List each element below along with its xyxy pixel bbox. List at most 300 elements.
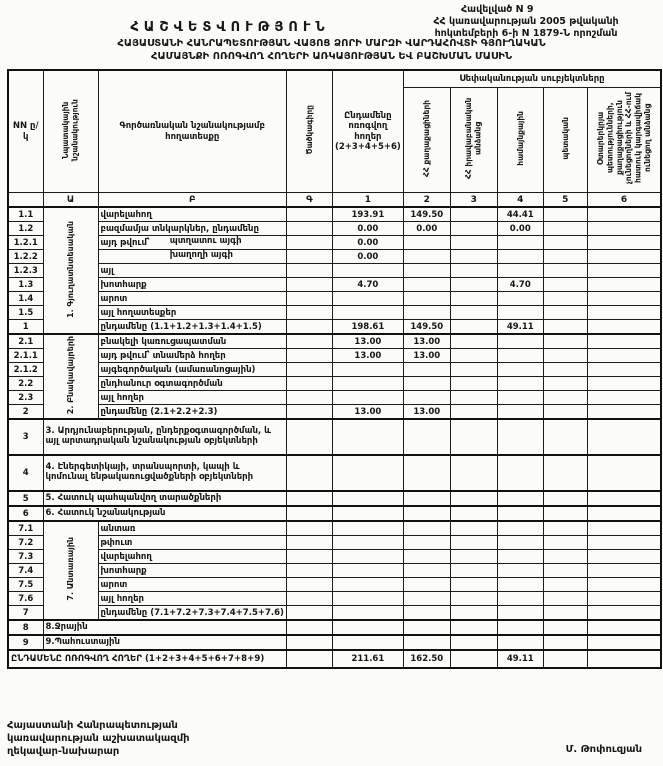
value-cell-col6 bbox=[587, 419, 661, 455]
footer-line3: ղեկավար-նախարար bbox=[7, 746, 120, 757]
table-row bbox=[8, 207, 661, 222]
value-cell-col5 bbox=[543, 278, 587, 292]
land-category-label: 6. Հատուկ նշանակության bbox=[43, 506, 286, 521]
value-cell-col1: 13.00 bbox=[332, 349, 403, 363]
letter-cell: 6 bbox=[587, 193, 661, 208]
value-cell-col5 bbox=[543, 320, 587, 335]
table-row bbox=[8, 550, 661, 564]
row-number: 7.5 bbox=[8, 578, 43, 592]
row-number: 1.4 bbox=[8, 292, 43, 306]
value-cell-col3 bbox=[450, 521, 497, 536]
value-cell-col6 bbox=[587, 334, 661, 349]
letter-cell: 3 bbox=[450, 193, 497, 208]
value-cell-col6 bbox=[587, 264, 661, 278]
table-row bbox=[8, 455, 661, 491]
land-type-label: բնակելի կառուցապատման bbox=[98, 334, 286, 349]
value-cell-col5 bbox=[543, 419, 587, 455]
row-number: 1.2.3 bbox=[8, 264, 43, 278]
value-cell-col3 bbox=[450, 405, 497, 420]
value-cell-col6 bbox=[587, 536, 661, 550]
value-cell-col6 bbox=[587, 320, 661, 335]
group-vertical-label: 1. Գյուղատնտեսական bbox=[65, 220, 75, 318]
land-type-label: թփուտ bbox=[98, 536, 286, 550]
value-cell-col4 bbox=[497, 391, 543, 405]
value-cell-col2 bbox=[403, 506, 450, 521]
value-cell-col6 bbox=[587, 650, 661, 668]
value-cell-col1 bbox=[332, 550, 403, 564]
value-cell-col1: 13.00 bbox=[332, 405, 403, 420]
value-cell-col1 bbox=[332, 606, 403, 621]
value-cell-col5 bbox=[543, 578, 587, 592]
table-body bbox=[8, 207, 661, 668]
value-cell-col6 bbox=[587, 550, 661, 564]
value-cell-col2 bbox=[403, 620, 450, 635]
value-cell-col6 bbox=[587, 564, 661, 578]
value-cell-col3 bbox=[450, 222, 497, 236]
label-sub: պտղատու այգի bbox=[169, 236, 242, 246]
table-row bbox=[8, 306, 661, 320]
row-number: 6 bbox=[8, 506, 43, 521]
value-cell-col1 bbox=[332, 491, 403, 506]
value-cell-col1: 0.00 bbox=[332, 222, 403, 236]
value-cell-col4: 44.41 bbox=[497, 207, 543, 222]
value-cell-col5 bbox=[543, 536, 587, 550]
value-cell-col4 bbox=[497, 550, 543, 564]
value-cell-col4 bbox=[497, 635, 543, 650]
table-row bbox=[8, 222, 661, 236]
code-cell bbox=[286, 236, 332, 250]
value-cell-col3 bbox=[450, 578, 497, 592]
value-cell-col6 bbox=[587, 349, 661, 363]
value-cell-col2: 149.50 bbox=[403, 320, 450, 335]
code-cell bbox=[286, 320, 332, 335]
value-cell-col1 bbox=[332, 635, 403, 650]
decree-line2: հոկտեմբերի 6-ի N 1879-Ն որոշման bbox=[434, 27, 618, 39]
value-cell-col1 bbox=[332, 592, 403, 606]
land-type-label: արոտ bbox=[98, 292, 286, 306]
table-row bbox=[8, 620, 661, 635]
state-vertical-label: պետական bbox=[560, 117, 570, 160]
footer-line2: կառավարության աշխատակազմի bbox=[7, 733, 190, 744]
value-cell-col2 bbox=[403, 250, 450, 264]
table-row bbox=[8, 264, 661, 278]
land-type-label: այդ թվում՝ տնամերձ հողեր bbox=[98, 349, 286, 363]
col-header-designation bbox=[43, 70, 98, 193]
value-cell-col3 bbox=[450, 536, 497, 550]
value-cell-col2 bbox=[403, 363, 450, 377]
citizens-vertical-label: ՀՀ քաղաքացիների bbox=[422, 99, 432, 177]
land-type-label: արոտ bbox=[98, 578, 286, 592]
value-cell-col6 bbox=[587, 606, 661, 621]
value-cell-col3 bbox=[450, 377, 497, 391]
value-cell-col6 bbox=[587, 391, 661, 405]
letter-cell bbox=[8, 193, 43, 208]
col-header-foreign bbox=[587, 88, 661, 193]
row-number: 1.2.1 bbox=[8, 236, 43, 250]
value-cell-col2: 13.00 bbox=[403, 405, 450, 420]
code-vertical-label: Ծածկագիրը bbox=[304, 105, 314, 155]
group-vertical-label: 2. Բնակավայրերի bbox=[65, 335, 75, 415]
legal-entities-vertical-label: ՀՀ իրավաբանական անձանց bbox=[464, 97, 483, 180]
row-number: 4 bbox=[8, 455, 43, 491]
value-cell-col3 bbox=[450, 455, 497, 491]
row-number: 9 bbox=[8, 635, 43, 650]
value-cell-col4: 49.11 bbox=[497, 320, 543, 335]
value-cell-col2: 0.00 bbox=[403, 222, 450, 236]
value-cell-col2 bbox=[403, 491, 450, 506]
value-cell-col1 bbox=[332, 377, 403, 391]
value-cell-col5 bbox=[543, 620, 587, 635]
land-type-label: խոտհարք bbox=[98, 564, 286, 578]
table-row bbox=[8, 606, 661, 621]
land-type-label: այլ հողեր bbox=[98, 391, 286, 405]
value-cell-col4 bbox=[497, 334, 543, 349]
value-cell-col1 bbox=[332, 419, 403, 455]
value-cell-col1: 13.00 bbox=[332, 334, 403, 349]
table-row bbox=[8, 292, 661, 306]
land-category-label: 3. Արդյունաբերության, ընդերքօգտագործման, և այլ արտադրական նշանակության օբյեկտների bbox=[43, 419, 286, 455]
value-cell-col1 bbox=[332, 363, 403, 377]
code-cell bbox=[286, 391, 332, 405]
land-category-label: 8.Ջրային bbox=[43, 620, 286, 635]
value-cell-col3 bbox=[450, 320, 497, 335]
value-cell-col2 bbox=[403, 292, 450, 306]
value-cell-col6 bbox=[587, 521, 661, 536]
table-row bbox=[8, 377, 661, 391]
value-cell-col2 bbox=[403, 635, 450, 650]
value-cell-col2 bbox=[403, 306, 450, 320]
land-type-label bbox=[98, 250, 286, 264]
table-row bbox=[8, 506, 661, 521]
row-number: 7.6 bbox=[8, 592, 43, 606]
table-row bbox=[8, 320, 661, 335]
table-row bbox=[8, 363, 661, 377]
land-type-label: խոտհարք bbox=[98, 278, 286, 292]
col-header-citizens bbox=[403, 88, 450, 193]
code-cell bbox=[286, 635, 332, 650]
value-cell-col5 bbox=[543, 606, 587, 621]
value-cell-col6 bbox=[587, 207, 661, 222]
value-cell-col6 bbox=[587, 578, 661, 592]
value-cell-col1 bbox=[332, 455, 403, 491]
value-cell-col3 bbox=[450, 264, 497, 278]
value-cell-col4 bbox=[497, 306, 543, 320]
value-cell-col1 bbox=[332, 536, 403, 550]
letter-cell: 1 bbox=[332, 193, 403, 208]
value-cell-col3 bbox=[450, 506, 497, 521]
decree-line1: ՀՀ կառավարության 2005 թվականի bbox=[433, 15, 619, 27]
value-cell-col5 bbox=[543, 250, 587, 264]
value-cell-col1 bbox=[332, 292, 403, 306]
letter-cell: Բ bbox=[98, 193, 286, 208]
value-cell-col5 bbox=[543, 564, 587, 578]
value-cell-col5 bbox=[543, 363, 587, 377]
col-header-total: Ընդամենը ոռոգվող հողեր (2+3+4+5+6) bbox=[332, 70, 403, 193]
table-row bbox=[8, 419, 661, 455]
value-cell-col5 bbox=[543, 405, 587, 420]
land-type-label: վարելահող bbox=[98, 550, 286, 564]
row-number: 2.2 bbox=[8, 377, 43, 391]
value-cell-col3 bbox=[450, 278, 497, 292]
land-type-label: ընդամենը (1.1+1.2+1.3+1.4+1.5) bbox=[98, 320, 286, 335]
column-letters-row bbox=[8, 193, 661, 208]
value-cell-col3 bbox=[450, 250, 497, 264]
subtitle-line1: ՀԱՅԱՍՏԱՆԻ ՀԱՆՐԱՊԵՏՈՒԹՅԱՆ ՎԱՅՈՑ ՁՈՐԻ ՄԱՐԶԻ ՎԱՐԴԱՀՈՎՏԻ ԳՅՈՒՂԱԿԱՆ bbox=[117, 38, 546, 49]
value-cell-col6 bbox=[587, 620, 661, 635]
value-cell-col3 bbox=[450, 550, 497, 564]
value-cell-col3 bbox=[450, 620, 497, 635]
value-cell-col4 bbox=[497, 578, 543, 592]
row-number: 1.1 bbox=[8, 207, 43, 222]
value-cell-col1 bbox=[332, 578, 403, 592]
code-cell bbox=[286, 349, 332, 363]
value-cell-col1: 0.00 bbox=[332, 250, 403, 264]
land-type-label: վարելահող bbox=[98, 207, 286, 222]
irrigated-lands-table bbox=[7, 69, 662, 669]
land-type-label: ընդամենը (7.1+7.2+7.3+7.4+7.5+7.6) bbox=[98, 606, 286, 621]
value-cell-col5 bbox=[543, 292, 587, 306]
row-number: 5 bbox=[8, 491, 43, 506]
row-number: 7.3 bbox=[8, 550, 43, 564]
land-type-label: անտառ bbox=[98, 521, 286, 536]
table-row bbox=[8, 491, 661, 506]
value-cell-col5 bbox=[543, 236, 587, 250]
value-cell-col4 bbox=[497, 536, 543, 550]
value-cell-col3 bbox=[450, 635, 497, 650]
table-row bbox=[8, 334, 661, 349]
grand-total-label: ԸՆԴԱՄԵՆԸ ՈՌՈԳՎՈՂ ՀՈՂԵՐ (1+2+3+4+5+6+7+8+9) bbox=[8, 650, 286, 668]
footer bbox=[7, 719, 656, 758]
value-cell-col4 bbox=[497, 564, 543, 578]
value-cell-col4 bbox=[497, 236, 543, 250]
code-cell bbox=[286, 207, 332, 222]
value-cell-col2 bbox=[403, 391, 450, 405]
land-type-label: այլ հողատեսքեր bbox=[98, 306, 286, 320]
code-cell bbox=[286, 334, 332, 349]
value-cell-col2: 13.00 bbox=[403, 334, 450, 349]
land-type-label bbox=[98, 236, 286, 250]
code-cell bbox=[286, 620, 332, 635]
code-cell bbox=[286, 536, 332, 550]
land-type-label: այլ հողեր bbox=[98, 592, 286, 606]
row-number: 2.3 bbox=[8, 391, 43, 405]
value-cell-col3 bbox=[450, 606, 497, 621]
value-cell-col1: 4.70 bbox=[332, 278, 403, 292]
group-category-label bbox=[43, 334, 98, 419]
value-cell-col4 bbox=[497, 455, 543, 491]
table-row bbox=[8, 536, 661, 550]
table-row bbox=[8, 564, 661, 578]
value-cell-col4 bbox=[497, 491, 543, 506]
value-cell-col3 bbox=[450, 349, 497, 363]
letter-cell: Գ bbox=[286, 193, 332, 208]
col-header-community bbox=[497, 88, 543, 193]
signer-position bbox=[7, 719, 190, 758]
value-cell-col3 bbox=[450, 306, 497, 320]
code-cell bbox=[286, 550, 332, 564]
table-row bbox=[8, 521, 661, 536]
letter-cell: 5 bbox=[543, 193, 587, 208]
value-cell-col4: 49.11 bbox=[497, 650, 543, 668]
land-category-label: 5. Հատուկ պահպանվող տարածքների bbox=[43, 491, 286, 506]
table-row bbox=[8, 349, 661, 363]
value-cell-col4 bbox=[497, 506, 543, 521]
value-cell-col1 bbox=[332, 264, 403, 278]
code-cell bbox=[286, 592, 332, 606]
value-cell-col2 bbox=[403, 606, 450, 621]
code-cell bbox=[286, 419, 332, 455]
value-cell-col5 bbox=[543, 306, 587, 320]
group-category-label bbox=[43, 521, 98, 620]
row-number: 7 bbox=[8, 606, 43, 621]
value-cell-col4: 0.00 bbox=[497, 222, 543, 236]
value-cell-col4 bbox=[497, 419, 543, 455]
value-cell-col2 bbox=[403, 550, 450, 564]
value-cell-col6 bbox=[587, 236, 661, 250]
code-cell bbox=[286, 405, 332, 420]
letter-cell: 2 bbox=[403, 193, 450, 208]
value-cell-col4 bbox=[497, 363, 543, 377]
value-cell-col3 bbox=[450, 592, 497, 606]
value-cell-col4 bbox=[497, 405, 543, 420]
value-cell-col6 bbox=[587, 506, 661, 521]
value-cell-col1: 198.61 bbox=[332, 320, 403, 335]
code-cell bbox=[286, 377, 332, 391]
col-header-code bbox=[286, 70, 332, 193]
value-cell-col3 bbox=[450, 419, 497, 455]
value-cell-col6 bbox=[587, 377, 661, 391]
table-row bbox=[8, 236, 661, 250]
designation-vertical-label: Նպատակային նշանակություն bbox=[61, 99, 80, 161]
row-number: 2 bbox=[8, 405, 43, 420]
value-cell-col3 bbox=[450, 564, 497, 578]
header-row-1 bbox=[8, 70, 661, 88]
value-cell-col4 bbox=[497, 349, 543, 363]
group-vertical-label: 7. Անտառային bbox=[65, 537, 75, 601]
value-cell-col6 bbox=[587, 455, 661, 491]
code-cell bbox=[286, 250, 332, 264]
value-cell-col6 bbox=[587, 491, 661, 506]
land-type-label: այլ bbox=[98, 264, 286, 278]
value-cell-col6 bbox=[587, 222, 661, 236]
code-cell bbox=[286, 222, 332, 236]
value-cell-col1: 0.00 bbox=[332, 236, 403, 250]
value-cell-col6 bbox=[587, 635, 661, 650]
signature-name: Մ. Թոփուզյան bbox=[565, 744, 642, 755]
row-number: 7.4 bbox=[8, 564, 43, 578]
value-cell-col3 bbox=[450, 292, 497, 306]
code-cell bbox=[286, 292, 332, 306]
value-cell-col2 bbox=[403, 264, 450, 278]
value-cell-col6 bbox=[587, 405, 661, 420]
value-cell-col2 bbox=[403, 521, 450, 536]
land-category-label: 9.Պահուստային bbox=[43, 635, 286, 650]
row-number: 8 bbox=[8, 620, 43, 635]
code-cell bbox=[286, 564, 332, 578]
appendix-number: Հավելված N 9 bbox=[461, 4, 534, 15]
value-cell-col3 bbox=[450, 236, 497, 250]
report-subtitle bbox=[0, 37, 663, 63]
value-cell-col6 bbox=[587, 292, 661, 306]
value-cell-col2 bbox=[403, 578, 450, 592]
value-cell-col5 bbox=[543, 222, 587, 236]
value-cell-col2 bbox=[403, 564, 450, 578]
value-cell-col3 bbox=[450, 650, 497, 668]
value-cell-col4 bbox=[497, 606, 543, 621]
value-cell-col4 bbox=[497, 264, 543, 278]
value-cell-col2 bbox=[403, 377, 450, 391]
letter-cell: 4 bbox=[497, 193, 543, 208]
appendix-block bbox=[391, 4, 661, 40]
value-cell-col2 bbox=[403, 236, 450, 250]
value-cell-col5 bbox=[543, 264, 587, 278]
value-cell-col1 bbox=[332, 564, 403, 578]
letter-cell: Ա bbox=[43, 193, 98, 208]
value-cell-col1: 193.91 bbox=[332, 207, 403, 222]
value-cell-col2 bbox=[403, 455, 450, 491]
value-cell-col3 bbox=[450, 207, 497, 222]
table-row bbox=[8, 405, 661, 420]
table-row bbox=[8, 391, 661, 405]
value-cell-col6 bbox=[587, 306, 661, 320]
value-cell-col5 bbox=[543, 521, 587, 536]
value-cell-col5 bbox=[543, 391, 587, 405]
value-cell-col1 bbox=[332, 620, 403, 635]
value-cell-col4 bbox=[497, 620, 543, 635]
value-cell-col4: 4.70 bbox=[497, 278, 543, 292]
value-cell-col6 bbox=[587, 250, 661, 264]
code-cell bbox=[286, 521, 332, 536]
value-cell-col5 bbox=[543, 491, 587, 506]
value-cell-col3 bbox=[450, 363, 497, 377]
value-cell-col1: 211.61 bbox=[332, 650, 403, 668]
row-number: 1.5 bbox=[8, 306, 43, 320]
row-number: 1.2.2 bbox=[8, 250, 43, 264]
value-cell-col5 bbox=[543, 349, 587, 363]
value-cell-col2: 162.50 bbox=[403, 650, 450, 668]
value-cell-col5 bbox=[543, 650, 587, 668]
land-type-label: ընդամենը (2.1+2.2+2.3) bbox=[98, 405, 286, 420]
col-header-ownership: Սեփականության սուբյեկտները bbox=[403, 70, 661, 88]
row-number: 2.1 bbox=[8, 334, 43, 349]
value-cell-col2 bbox=[403, 278, 450, 292]
row-number: 2.1.1 bbox=[8, 349, 43, 363]
table-row bbox=[8, 278, 661, 292]
code-cell bbox=[286, 455, 332, 491]
col-header-landtype: Գործառնական նշանակությամբ հողատեսքը bbox=[98, 70, 286, 193]
table-row bbox=[8, 650, 661, 668]
value-cell-col1 bbox=[332, 306, 403, 320]
code-cell bbox=[286, 264, 332, 278]
row-number: 1.3 bbox=[8, 278, 43, 292]
community-vertical-label: համայնքային bbox=[515, 111, 525, 166]
value-cell-col2 bbox=[403, 419, 450, 455]
foreign-vertical-label: Օտարերկրյա պետությունների, քաղաքացիություն չունեցողների և ՀՀ-ում հատուկ կարգավիճակ ունեցող անձանց bbox=[595, 92, 652, 185]
value-cell-col2 bbox=[403, 536, 450, 550]
value-cell-col2: 149.50 bbox=[403, 207, 450, 222]
value-cell-col3 bbox=[450, 334, 497, 349]
value-cell-col3 bbox=[450, 391, 497, 405]
value-cell-col5 bbox=[543, 455, 587, 491]
col-header-state bbox=[543, 88, 587, 193]
value-cell-col1 bbox=[332, 521, 403, 536]
group-category-label bbox=[43, 207, 98, 334]
code-cell bbox=[286, 506, 332, 521]
value-cell-col2 bbox=[403, 592, 450, 606]
value-cell-col4 bbox=[497, 521, 543, 536]
value-cell-col5 bbox=[543, 377, 587, 391]
land-type-label: այգեգործական (ամառանոցային) bbox=[98, 363, 286, 377]
